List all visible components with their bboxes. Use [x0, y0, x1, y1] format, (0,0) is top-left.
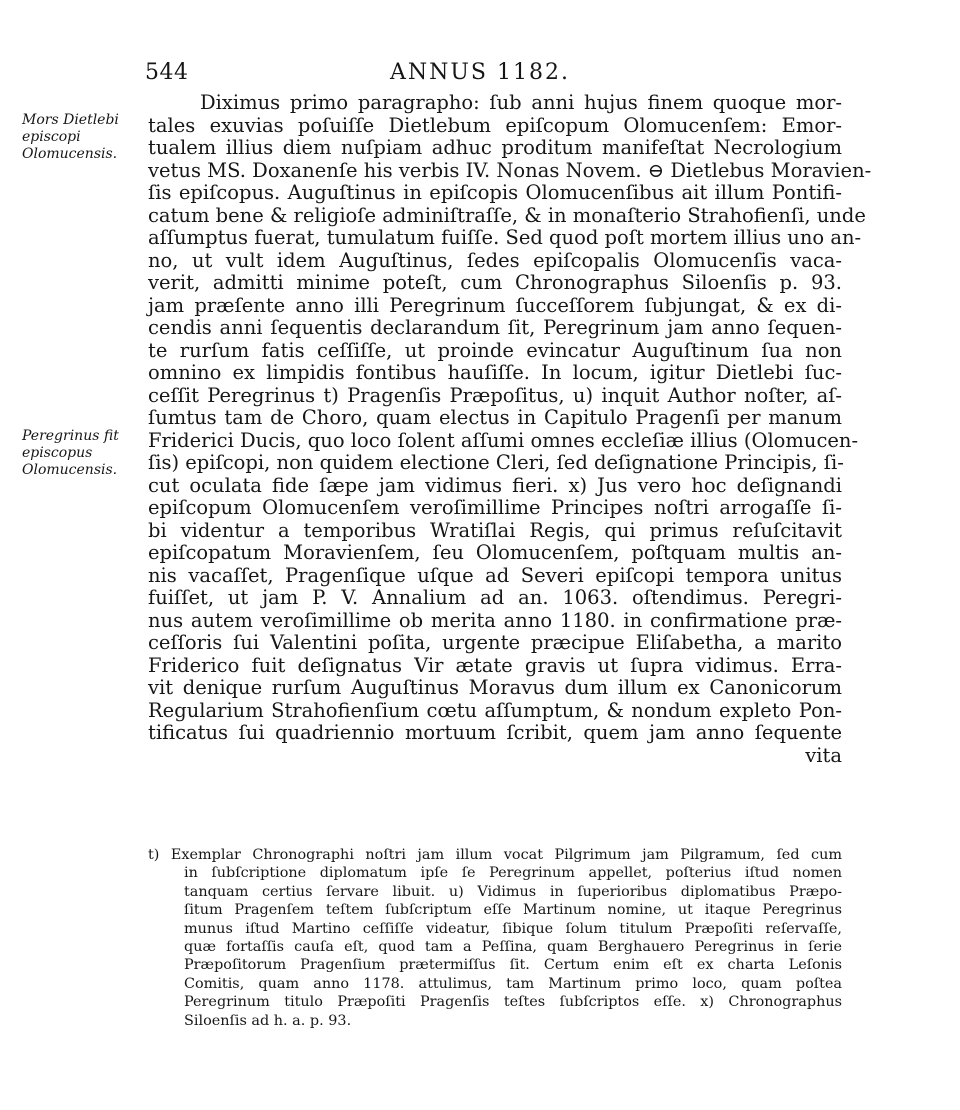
text-line: epiſcopatum Moravienſem, ſeu Olomucenſem, poſtquam multis an-	[148, 541, 842, 564]
text-line: epiſcopum Olomucenſem veroſimillime Principes noſtri arrogaſſe ſi-	[148, 496, 842, 519]
footnote-line: quæ fortaſſis cauſa eſt, quod tam a Peſſina, quam Berghauero Peregrinus in ſerie	[184, 938, 842, 955]
footnote-line: t) Exemplar Chronographi noſtri jam illum vocat Pilgrimum jam Pilgramum, ſed cum	[148, 847, 842, 863]
text-line: bi videntur a temporibus Wratiſlai Regis, qui primus reſuſcitavit	[148, 518, 842, 542]
text-line: ceſſoris ſui Valentini poſita, urgente præcipue Eliſabetha, a marito	[148, 631, 842, 654]
text-line: aſſumptus fuerat, tumulatum fuiſſe. Sed quod poſt mortem illius uno an-	[148, 226, 862, 249]
text-line: te rurſum fatis ceſſiſſe, ut proinde evincatur Auguſtinum ſua non	[148, 338, 842, 362]
footnote-line: ſitum Pragenſem teſtem ſubſcriptum eſſe Martinum nomine, ut itaque Peregrinus	[184, 902, 842, 919]
text-line: tales exuvias poſuiſſe Dietlebum epiſcopum Olomucenſem: Emor-	[148, 113, 842, 137]
running-head: ANNUS 1182.	[390, 60, 570, 85]
text-line: vit denique rurſum Auguſtinus Moravus dum illum ex Canonicorum	[148, 676, 842, 699]
text-line: catum bene & religioſe adminiſtraſſe, & in monaſterio Strahofienſi, unde	[148, 203, 866, 227]
text-line: fuiſſet, ut jam P. V. Annalium ad an. 1063. oſtendimus. Peregri-	[148, 586, 842, 609]
footnote-line: Siloenſis ad h. a. p. 93.	[184, 1012, 352, 1029]
text-line: tificatus ſui quadriennio mortuum ſcribit, quem jam anno ſequente	[148, 721, 842, 744]
text-line: no, ut vult idem Auguſtinus, ſedes epiſcopalis Olomucenſis vaca-	[148, 248, 842, 272]
text-line: Friderico fuit deſignatus Vir ætate gravis ut ſupra vidimus. Erra-	[148, 653, 842, 677]
footnote-line: Comitis, quam anno 1178. attulimus, tam Martinum primo loco, quam poſtea	[184, 975, 842, 992]
text-line: jam præſente anno illi Peregrinum ſucceſſorem ſubjungat, & ex di-	[148, 293, 842, 317]
text-line: cut oculata fide ſæpe jam vidimus fieri. x) Jus vero hoc deſignandi	[148, 473, 842, 497]
text-line: ſumtus tam de Choro, quam electus in Capitulo Pragenſi per manum	[148, 406, 842, 429]
text-line: ſis) epiſcopi, non quidem electione Cleri, ſed deſignatione Principis, ſi-	[148, 451, 844, 474]
main-text-column	[148, 91, 872, 767]
text-line: omnino ex limpidis fontibus hauſiſſe. In locum, igitur Dietlebi ſuc-	[148, 361, 842, 384]
footnote-line: Præpoſitorum Pragenſium prætermiſſus ſit. Certum enim eſt ex charta Leſonis	[184, 957, 842, 974]
text-line: nis vacaſſet, Pragenſique uſque ad Severi epiſcopi tempora unitus	[148, 563, 842, 587]
text-line: tualem illius diem nuſpiam adhuc proditum manifeſtat Necrologium	[148, 136, 842, 159]
text-line: vetus MS. Doxanenſe his verbis IV. Nonas Novem. ⊖ Dietlebus Moravien-	[148, 158, 872, 182]
footnote-line: in ſubſcriptione diplomatum ipſe ſe Peregrinum appellet, poſterius iſtud nomen	[184, 865, 842, 882]
margin-note-death-dietlebus: Mors Dietlebi episcopi Olomucensis.	[22, 112, 119, 162]
text-line: cendis anni ſequentis declarandum ſit, Peregrinum jam anno ſequen-	[148, 316, 842, 339]
footnote-line: Peregrinum titulo Præpoſiti Pragenſis teſtes ſubſcriptos eſſe. x) Chronographus	[184, 994, 842, 1011]
text-line: ceſſit Peregrinus t) Pragenſis Præpoſitus, u) inquit Author noſter, aſ-	[148, 383, 842, 407]
text-line: Friderici Ducis, quo loco ſolent aſſumi omnes eccleſiæ illius (Olomucen-	[148, 428, 859, 452]
footnote-line: tanquam certius ſervare libuit. u) Vidimus in ſuperioribus diplomatibus Præpo-	[184, 883, 842, 900]
text-line: Regularium Strahofienſium cœtu aſſumptum, & nondum expleto Pon-	[148, 698, 842, 722]
text-line: nus autem veroſimillime ob merita anno 1180. in confirmatione præ-	[148, 608, 842, 632]
page-number: 544	[145, 60, 189, 85]
text-line: ſis epiſcopus. Auguſtinus in epiſcopis Olomucenſibus ait illum Pontifi-	[148, 181, 842, 204]
footnotes	[148, 846, 842, 1030]
catchword: vita	[805, 743, 842, 767]
margin-note-peregrinus-bishop: Peregrinus fit episcopus Olomucensis.	[22, 428, 119, 478]
text-line: Diximus primo paragrapho: ſub anni hujus finem quoque mor-	[200, 91, 842, 114]
footnote-line: munus iſtud Martino ceſſiſſe videatur, ſibique ſolum titulum Præpoſiti reſervaſſe,	[184, 920, 842, 937]
text-line: verit, admitti minime poteſt, cum Chronographus Siloenſis p. 93.	[148, 271, 842, 294]
